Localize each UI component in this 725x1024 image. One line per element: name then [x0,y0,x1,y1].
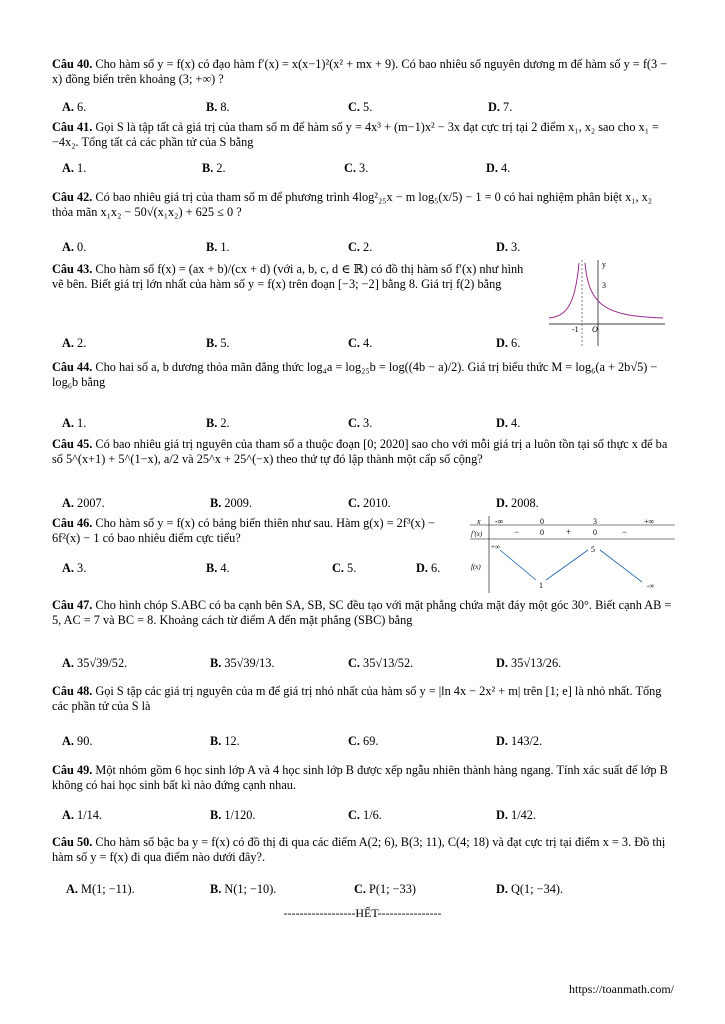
option-key: A. [62,161,74,175]
graph-left-branch [549,263,579,318]
option-value: 3. [359,161,369,175]
option-key: A. [62,416,74,430]
option-value: 12. [224,734,240,748]
option-key: A. [62,808,74,822]
option-value: 4. [220,561,230,575]
option-key: B. [206,336,218,350]
option-key: A. [62,100,74,114]
option-value: 3. [77,561,87,575]
question-43 [52,262,532,293]
option-key: D. [496,496,508,510]
option-value: 5. [220,336,230,350]
option-key: C. [348,734,360,748]
option-value: M(1; −11). [81,882,135,896]
source-link[interactable]: https://toanmath.com/ [569,982,674,996]
option-value: P(1; −33) [369,882,416,896]
option-value: 3. [511,240,521,254]
question-label: Câu 40. [52,57,93,71]
question-text: Gọi S tập các giá trị nguyên của m để giá trị nhỏ nhất của hàm số y = |ln 4x − 2x² + m| trên [1; e] là nhỏ nhất. Tổng các phần tử của S là [52,684,662,714]
question-48 [52,684,672,715]
option-key: C. [348,656,360,670]
option-value: 8. [220,100,230,114]
option-value: 5. [363,100,373,114]
option-key: A. [62,734,74,748]
option-key: B. [206,240,218,254]
fp-label: f'(x) [471,530,483,538]
option-value: 143/2. [511,734,543,748]
option-value: 2. [363,240,373,254]
options-40 [62,100,662,118]
f-value: -∞ [647,582,655,590]
option-value: 90. [77,734,93,748]
option-value: 2009. [224,496,253,510]
sign: 0 [540,528,544,537]
question-label: Câu 43. [52,262,93,276]
option-value: 4. [501,161,511,175]
option-key: D. [496,882,508,896]
option-value: 2010. [363,496,391,510]
option-value: 4. [363,336,373,350]
option-key: C. [348,240,360,254]
question-42 [52,190,672,221]
graph-right-branch [585,263,663,318]
question-41 [52,120,672,151]
sign: − [514,527,520,537]
option-value: 0. [77,240,87,254]
option-value: 35√13/26. [511,656,562,670]
variation-arrow [546,550,588,580]
question-label: Câu 42. [52,190,93,204]
option-key: A. [62,240,74,254]
question-40 [52,57,672,88]
question-text: Một nhóm gồm 6 học sinh lớp A và 4 học sinh lớp B được xếp ngẫu nhiên thành hàng ngang. Tính xác suất để lớp B không có hai học sinh bất kì nào đứng cạnh nhau. [52,763,668,793]
option-key: C. [348,496,360,510]
option-key: A. [62,336,74,350]
options-47 [62,656,662,674]
question-text: Cho hình chóp S.ABC có ba cạnh bên SA, SB, SC đều tạo với mặt phẳng chứa mặt đáy một góc 30°. Biết cạnh AB = 5, AC = 7 và BC = 8. Khoảng cách từ điểm A đến mặt phẳng (SBC) bằng [52,598,672,628]
question-text: Có bao nhiêu giá trị của tham số m để phương trình 4log²₂₅x − m log₅(x/5) − 1 = 0 có hai nghiệm phân biệt x₁, x₂ thỏa mãn x₁x₂ − 50√(x₁x₂) + 625 ≤ 0 ? [52,190,653,220]
option-value: 6. [511,336,521,350]
options-49 [62,808,662,826]
question-47 [52,598,672,629]
option-key: B. [210,734,222,748]
y-label: y [602,260,606,269]
y-value: 3 [602,281,606,290]
origin-label: O [592,325,598,334]
option-key: D. [496,336,508,350]
question-text: Cho hàm số y = f(x) có đạo hàm f′(x) = x(x−1)²(x² + mx + 9). Có bao nhiêu số nguyên dương m để hàm số y = f(3 − x) đồng biến trên khoảng (3; +∞) ? [52,57,668,87]
option-value: 1/6. [363,808,382,822]
option-key: B. [206,561,218,575]
option-value: 69. [363,734,379,748]
option-key: D. [496,240,508,254]
question-text: Có bao nhiêu giá trị nguyên của tham số a thuộc đoạn [0; 2020] sao cho với mỗi giá trị a luôn tồn tại số thực x để ba số 5^(x+1) + 5^(1−x), a/2 và 25^x + 25^(−x) theo thứ tự đó lập thành một cấp số cộng? [52,437,668,467]
question-label: Câu 50. [52,835,93,849]
option-value: 3. [363,416,373,430]
option-key: D. [496,656,508,670]
option-key: C. [348,336,360,350]
option-key: A. [62,561,74,575]
f-value: 1 [539,581,543,590]
options-48 [62,734,662,752]
option-key: C. [348,100,360,114]
option-value: N(1; −10). [224,882,277,896]
question-label: Câu 41. [52,120,93,134]
options-42 [62,240,662,258]
option-key: D. [496,808,508,822]
question-45 [52,437,672,468]
option-value: 4. [511,416,521,430]
option-key: D. [486,161,498,175]
derivative-graph [545,258,667,348]
x-value: +∞ [644,517,655,526]
question-46 [52,516,452,547]
option-key: C. [344,161,356,175]
options-44 [62,416,662,434]
options-41 [62,161,662,179]
option-value: 5. [347,561,357,575]
option-value: 2008. [511,496,539,510]
x-value: 3 [593,517,597,526]
options-50 [62,882,662,900]
option-key: B. [210,656,222,670]
question-label: Câu 44. [52,360,93,374]
option-key: B. [206,100,218,114]
option-key: A. [62,496,74,510]
option-value: Q(1; −34). [511,882,564,896]
option-value: 35√39/13. [224,656,275,670]
option-key: D. [496,734,508,748]
option-value: 2. [77,336,87,350]
question-label: Câu 48. [52,684,93,698]
option-key: A. [62,656,74,670]
f-label: f(x) [471,563,481,571]
option-key: C. [348,808,360,822]
x-label: x [477,517,481,526]
option-value: 1/120. [224,808,256,822]
options-45 [62,496,662,514]
question-text: Cho hàm số y = f(x) có bảng biến thiên như sau. Hàm g(x) = 2f³(x) − 6f²(x) − 1 có bao nhiêu điểm cực tiểu? [52,516,435,546]
option-key: C. [348,416,360,430]
option-value: 35√39/52. [77,656,128,670]
option-key: B. [210,808,222,822]
option-value: 1. [220,240,230,254]
question-label: Câu 47. [52,598,93,612]
option-value: 2007. [77,496,105,510]
question-label: Câu 45. [52,437,93,451]
option-key: B. [210,882,222,896]
option-key: A. [66,882,78,896]
option-key: C. [332,561,344,575]
option-key: D. [488,100,500,114]
option-key: D. [416,561,428,575]
option-key: B. [202,161,214,175]
option-value: 2. [216,161,226,175]
option-value: 1/42. [511,808,536,822]
question-44 [52,360,672,391]
variation-table [470,516,675,593]
question-label: Câu 49. [52,763,93,777]
option-value: 1. [77,416,87,430]
variation-arrow [500,550,536,580]
option-value: 7. [503,100,513,114]
f-value: +∞ [491,543,500,551]
option-value: 1/14. [77,808,102,822]
option-key: B. [210,496,222,510]
option-value: 35√13/52. [363,656,414,670]
option-value: 6. [77,100,87,114]
question-label: Câu 46. [52,516,93,530]
question-text: Gọi S là tập tất cả giá trị của tham số m để hàm số y = 4x³ + (m−1)x² − 3x đạt cực trị tại 2 điểm x₁, x₂ sao cho x₁ = −4x₂. Tổng tất cả các phần tử của S bằng [52,120,659,150]
options-43 [62,336,662,354]
question-49 [52,763,672,794]
sign: − [622,527,628,537]
x-value: -∞ [495,517,504,526]
question-text: Cho hàm số f(x) = (ax + b)/(cx + d) (với a, b, c, d ∈ ℝ) có đồ thị hàm số f′(x) như hình vẽ bên. Biết giá trị lớn nhất của hàm số y = f(x) trên đoạn [−3; −2] bằng 8. Giá trị f(2) bằng [52,262,524,292]
question-50 [52,835,672,866]
question-text: Cho hai số a, b dương thỏa mãn đẳng thức log₄a = log₂₅b = log((4b − a)/2). Giá trị biểu thức M = log₆(a + 2b√5) − log₆b bằng [52,360,658,390]
x-value: -1 [572,325,579,334]
sign: + [566,527,572,537]
sign: 0 [593,528,597,537]
option-value: 2. [220,416,230,430]
option-value: 6. [431,561,441,575]
option-key: C. [354,882,366,896]
option-value: 1. [77,161,87,175]
question-text: Cho hàm số bậc ba y = f(x) có đồ thị đi qua các điểm A(2; 6), B(3; 11), C(4; 18) và đạt cực trị tại điểm x = 3. Đồ thị hàm số y = f(x) đi qua điểm nào dưới đây?. [52,835,666,865]
option-key: D. [496,416,508,430]
option-key: B. [206,416,218,430]
f-value: 5 [591,545,595,554]
end-marker: ------------------HẾT---------------- [283,906,442,920]
x-value: 0 [540,517,544,526]
variation-arrow [600,550,642,582]
